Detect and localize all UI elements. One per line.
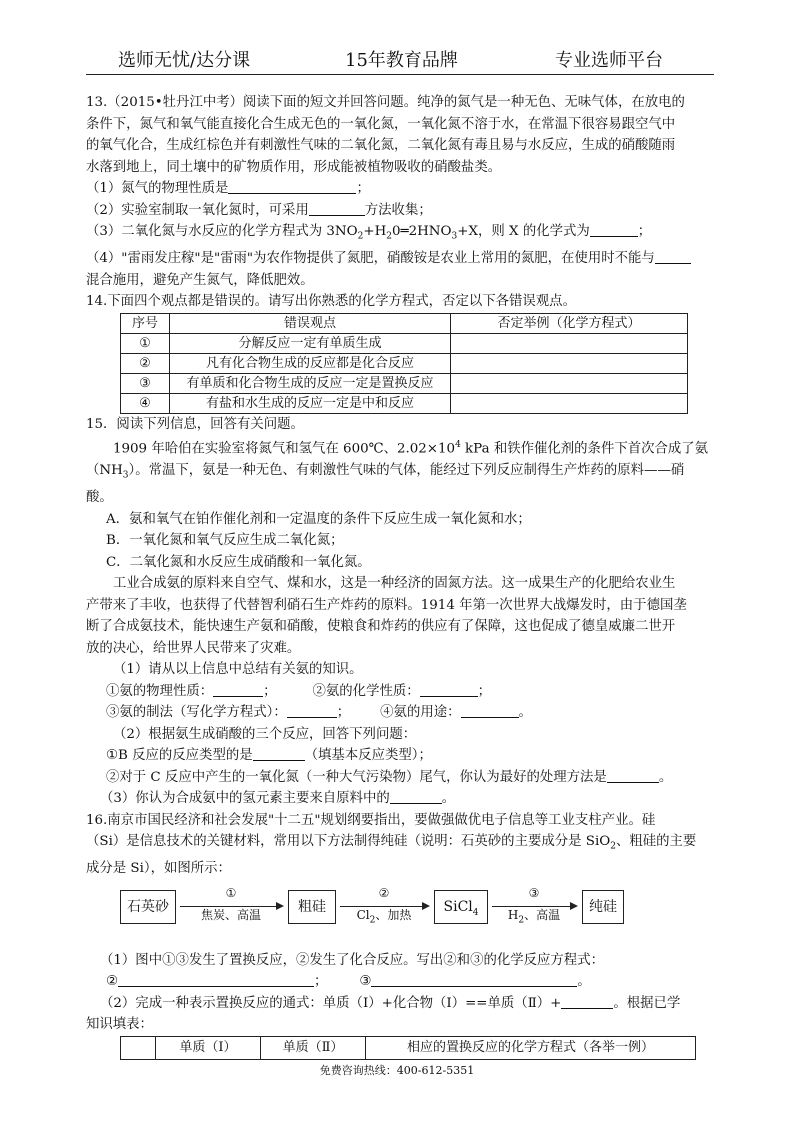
- q13-sub4-line2: 混合施用，避免产生氮气，降低肥效。: [86, 272, 314, 288]
- q15-para1-line: 酸。: [86, 490, 113, 506]
- q15-sub2: （2）根据氨生成硝酸的三个反应，回答下列问题：: [113, 726, 417, 742]
- table-header-cell: 错误观点: [170, 313, 451, 333]
- arrow-label-text: H: [507, 907, 519, 922]
- q16-sub2-line2: 知识填表：: [86, 1017, 153, 1033]
- answer-blank[interactable]: [371, 971, 577, 987]
- question-15: [86, 414, 714, 810]
- q15-para2-line: 断了合成氨技术，能快速生产氨和硝酸，使粮食和炸药的供应有了保障，这也促成了德皇威廉二世开: [86, 619, 676, 635]
- q16-text: 。: [577, 974, 591, 990]
- answer-blank[interactable]: [461, 702, 519, 718]
- q15-text: ；: [336, 705, 351, 721]
- header-right: 专业选师平台: [555, 50, 663, 71]
- q15-text: ③氨的制法（写化学方程式）：: [106, 705, 287, 721]
- q15-superscript: 4: [455, 440, 461, 451]
- q16-sub1-row: [86, 971, 714, 993]
- q13-line: 条件下，氮气和氧气能直接化合生成无色的一氧化氮，一氧化氮不溶于水，在常温下很容易跟空气中: [86, 116, 676, 132]
- q13-sub3: （3）二氧化氮与水反应的化学方程式为 $3NO_2+H_20═2HNO_3+X$，则 X 的化学式为 ；: [86, 221, 714, 248]
- q16-line: 成分是 Si），如图所示：: [86, 861, 231, 877]
- q15-text: （3）你认为合成氨中的氢元素主要来自原料中的: [100, 791, 390, 807]
- q13-sub4: [86, 248, 714, 270]
- q14-stem: 14.下面四个观点都是错误的。请写出你熟悉的化学方程式，否定以下各错误观点。: [86, 294, 576, 310]
- arrow-label-bottom: [340, 908, 428, 927]
- q13-sub2-text: （2）实验室制取一氧化氮时，可采用: [86, 202, 309, 218]
- q15-sub1-row: [86, 681, 714, 703]
- q13-line: 水落到地上，同土壤中的矿物质作用，形成能被植物吸收的硝酸盐类。: [86, 159, 502, 175]
- q13-sub3-part: +X，则 X 的化学式为: [457, 224, 590, 239]
- q15-sub1-row: [86, 702, 714, 724]
- table-header-cell: 单质（Ⅰ）: [156, 1036, 261, 1059]
- answer-cell[interactable]: [451, 333, 688, 353]
- q15-para2-line: 工业合成氨的原料来自空气、煤和水，这是一种经济的固氮方法。这一成果生产的化肥给农业生: [113, 576, 676, 592]
- q13-sub4-text: （4）"雷雨发庄稼"是"雷雨"为农作物提供了氮肥，硝酸铵是农业上常用的氮肥，在使用时不能与: [86, 251, 655, 267]
- q15-text: 。: [658, 769, 673, 785]
- q16-sub2: [86, 993, 714, 1015]
- process-flow-diagram: [86, 886, 714, 946]
- q16-text: （Si）是信息技术的关键材料，常用以下方法制得纯硅（说明：石英砂的主要成分是 SiO: [86, 834, 611, 850]
- table-header-row: [121, 1036, 696, 1059]
- q15-text: ②对于 C 反应中产生的一氧化氮（一种大气污染物）尾气，你认为最好的处理方法是: [106, 769, 607, 785]
- flow-box-sicl4: [434, 890, 488, 924]
- table-header-cell: 序号: [121, 313, 170, 333]
- box-text: SiCl: [443, 898, 473, 915]
- table-header-cell: 否定举例（化学方程式）: [451, 313, 688, 333]
- footer-hotline: 免费咨询热线：400-612-5351: [319, 1064, 475, 1077]
- table-header-cell: 单质（Ⅱ）: [261, 1036, 366, 1059]
- q15-para1-line: [86, 435, 714, 460]
- q16-text: ；: [314, 974, 328, 990]
- q15-sub2-row: [86, 745, 714, 767]
- answer-blank[interactable]: [420, 681, 478, 697]
- q16-text: ②: [106, 974, 119, 990]
- q15-text: ）。常温下，氨是一种无色、有刺激性气味的气体，能经过下列反应制得生产炸药的原料——硝: [128, 463, 685, 479]
- answer-blank[interactable]: [561, 993, 613, 1009]
- flow-box-crude-silicon: 粗硅: [288, 890, 336, 924]
- table-row: [121, 393, 688, 413]
- arrow-label-sub: 2: [369, 915, 376, 926]
- arrow-label-sub: 2: [518, 915, 525, 926]
- q15-text: ；: [477, 683, 492, 699]
- table-row: [121, 333, 688, 353]
- q16-line: 16.南京市国民经济和社会发展"十二五"规划纲要指出，要做强做优电子信息等工业支柱产业。硅: [86, 812, 656, 828]
- q16-table: [120, 1036, 696, 1060]
- arrow-shaft: [492, 906, 576, 907]
- header-left: 选师无忧/达分课: [118, 50, 251, 71]
- answer-blank[interactable]: [390, 788, 442, 804]
- q13-sub1-text: （1）氮气的物理性质是: [86, 181, 229, 196]
- q15-text: ①B 反应的反应类型的是: [106, 748, 253, 764]
- header-divider: [86, 74, 714, 75]
- answer-blank[interactable]: [253, 745, 305, 761]
- answer-blank[interactable]: [607, 767, 659, 783]
- q15-para1-line: $(NH_3)$。常温下，氨是一种无色、有刺激性气味的气体，能经过下列反应制得生产炸药的原料——硝: [86, 463, 685, 481]
- arrow-label-top: ①: [225, 885, 237, 900]
- table-row: [121, 373, 688, 393]
- answer-blank[interactable]: [590, 221, 638, 237]
- q15-option-c: C．二氧化氮和水反应生成硝酸和一氧化氮。: [106, 554, 371, 570]
- q13-sub3-part: +H: [363, 224, 387, 239]
- q15-text: 1909 年哈伯在实验室将氮气和氢气在 600℃、2.02×10: [113, 441, 456, 457]
- answer-blank[interactable]: [228, 178, 356, 194]
- table-header-cell: 相应的置换反应的化学方程式（各举一例）: [366, 1036, 696, 1059]
- arrow-label-bottom: 焦炭、高温: [200, 907, 261, 922]
- q16-text: ③: [359, 974, 372, 990]
- flow-arrow-2: [340, 886, 428, 926]
- arrow-label-top: ③: [528, 885, 540, 900]
- answer-cell[interactable]: [451, 393, 688, 413]
- answer-blank[interactable]: [309, 200, 365, 216]
- table-cell: 有盐和水生成的反应一定是中和反应: [170, 393, 451, 413]
- table-cell: ④: [121, 393, 170, 413]
- table-cell: 凡有化合物生成的反应都是化合反应: [170, 353, 451, 373]
- answer-blank[interactable]: [118, 971, 314, 987]
- q15-sub2-row: [86, 767, 714, 789]
- table-header-row: [121, 313, 688, 333]
- question-16: [86, 810, 714, 1060]
- q15-sub1: （1）请从以上信息中总结有关氨的知识。: [113, 662, 363, 678]
- question-14: [86, 291, 714, 414]
- table-row: [121, 353, 688, 373]
- q15-text: ；: [263, 683, 277, 699]
- table-cell: ①: [121, 333, 170, 353]
- flow-arrow-3: [492, 886, 576, 926]
- arrow-label-text: 、高温: [524, 907, 561, 922]
- arrow-label-top: ②: [378, 885, 390, 900]
- q15-para2-line: 产带来了丰收，也获得了代替智利硝石生产炸药的原料。1914 年第一次世界大战爆发时，由于德国垄: [86, 597, 687, 613]
- q16-line: （Si）是信息技术的关键材料，常用以下方法制得纯硅（说明：石英砂的主要成分是 SiO$_2$、粗硅的主要: [86, 834, 697, 852]
- question-13: [86, 92, 714, 291]
- q13-sub1-end: ；: [356, 181, 370, 196]
- q15-text: ②氨的化学性质：: [312, 683, 420, 699]
- q15-text: 。: [518, 705, 532, 721]
- table-cell: ②: [121, 353, 170, 373]
- answer-blank[interactable]: [213, 681, 263, 697]
- q16-text: （2）完成一种表示置换反应的通式：单质（Ⅰ）+化合物（Ⅰ）==单质（Ⅱ）+: [100, 995, 562, 1011]
- header-center: 15年教育品牌: [345, 50, 458, 71]
- q16-text: 、粗硅的主要: [615, 834, 697, 850]
- arrow-label-text: 、加热: [375, 907, 412, 922]
- q15-text: （NH: [86, 463, 123, 479]
- q14-table: [120, 313, 688, 414]
- document-body: [86, 92, 714, 1060]
- q13-line: 13.（2015•牡丹江中考）阅读下面的短文并回答问题。纯净的氮气是一种无色、无味气体，在放电的: [86, 95, 685, 110]
- q13-sub3-part: 0═2HNO: [392, 224, 452, 239]
- q13-sub2-tail: 方法收集；: [364, 202, 432, 218]
- table-cell: 有单质和化合物生成的反应一定是置换反应: [170, 373, 451, 393]
- arrow-label-text: Cl: [356, 907, 370, 922]
- q16-sub1: （1）图中①③发生了置换反应，②发生了化合反应。写出②和③的化学反应方程式：: [100, 952, 604, 968]
- arrow-shaft: [180, 906, 282, 907]
- q13-sub3-text: （3）二氧化氮与水反应的化学方程式为 3NO: [86, 224, 358, 239]
- arrow-label-bottom: [492, 908, 576, 927]
- table-header-cell: [121, 1036, 156, 1059]
- answer-cell[interactable]: [451, 353, 688, 373]
- q15-text: 。: [441, 791, 456, 807]
- box-sub: 4: [472, 907, 479, 918]
- answer-blank[interactable]: [655, 248, 691, 264]
- q15-option-a: A．氨和氧气在铂作催化剂和一定温度的条件下反应生成一氧化氮和水；: [106, 511, 531, 527]
- q15-sub3: [86, 788, 714, 810]
- arrow-shaft: [340, 906, 428, 907]
- q13-line: 的氧气化合，生成红棕色并有刺激性气味的二氧化氮，二氧化氮有毒且易与水反应，生成的硝酸随雨: [86, 138, 676, 153]
- q15-para2-line: 放的决心，给世界人民带来了灾难。: [86, 640, 301, 656]
- flow-arrow-1: [180, 886, 282, 926]
- q15-stem: 15．阅读下列信息，回答有关问题。: [86, 416, 304, 432]
- table-cell: 分解反应一定有单质生成: [170, 333, 451, 353]
- flow-box-quartz-sand: 石英砂: [120, 890, 176, 924]
- q15-text: ①氨的物理性质：: [106, 683, 214, 699]
- q15-text: （填基本反应类型）；: [304, 748, 432, 764]
- flow-box-pure-silicon: 纯硅: [582, 890, 624, 924]
- q15-option-b: B．一氧化氮和氧气反应生成二氧化氮；: [106, 533, 344, 549]
- q13-sub2: [86, 200, 714, 222]
- q15-text: ④氨的用途：: [380, 705, 461, 721]
- q16-text: 。根据已学: [613, 995, 681, 1011]
- q15-text: kPa 和铁作催化剂的条件下首次合成了氨: [460, 441, 709, 457]
- table-cell: ③: [121, 373, 170, 393]
- answer-blank[interactable]: [287, 702, 337, 718]
- q13-sub3-end: ；: [637, 224, 652, 239]
- answer-cell[interactable]: [451, 373, 688, 393]
- q13-sub1: [86, 178, 714, 200]
